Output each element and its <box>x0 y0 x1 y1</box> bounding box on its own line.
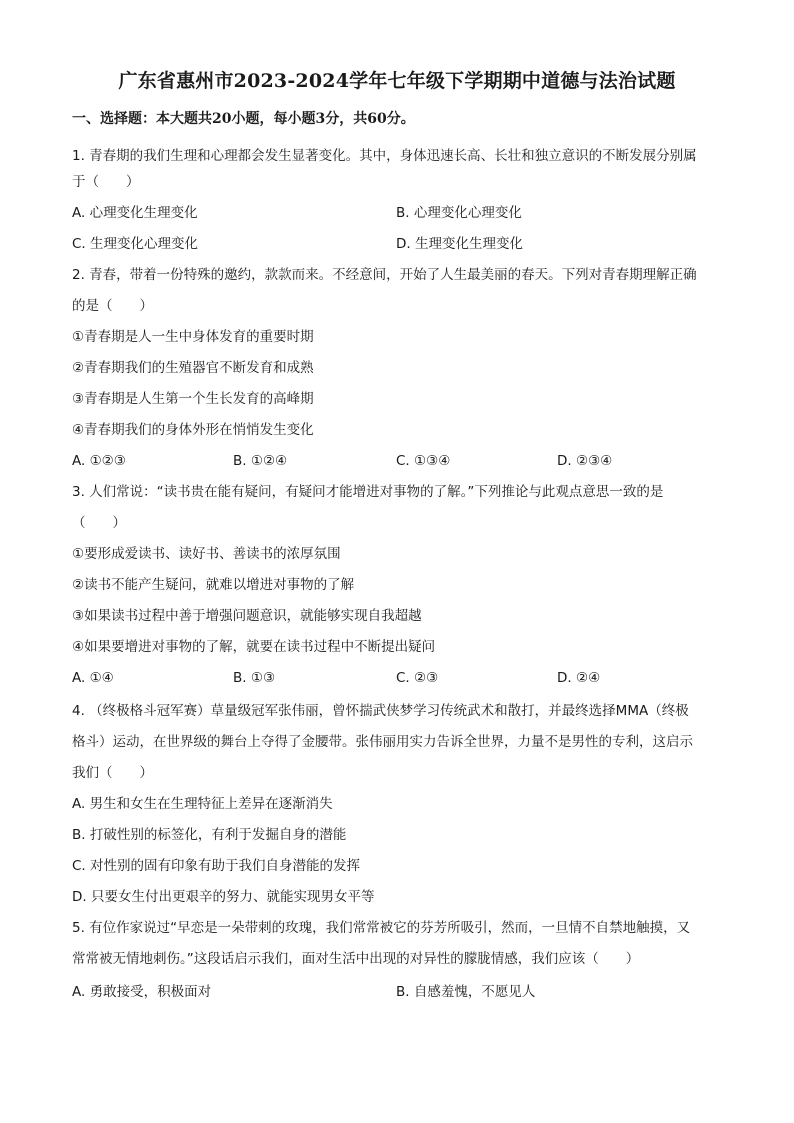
q3-option-a: A. ①④ <box>72 670 114 686</box>
q2-statement-2: ②青春期我们的生殖器官不断发育和成熟 <box>72 360 314 376</box>
q3-statement-3: ③如果读书过程中善于增强问题意识，就能够实现自我超越 <box>72 608 422 624</box>
q4-option-b: B. 打破性别的标签化，有利于发掘自身的潜能 <box>72 827 347 843</box>
q1-option-d: D. 生理变化生理变化 <box>396 236 523 252</box>
q5-stem-line1: 5. 有位作家说过“早恋是一朵带刺的玫瑰，我们常常被它的芬芳所吸引，然而，一旦情不自禁地触摸，又 <box>72 920 691 936</box>
q1-option-b: B. 心理变化心理变化 <box>396 205 522 221</box>
q4-stem-line2: 格斗）运动，在世界级的舞台上夺得了金腰带。张伟丽用实力告诉全世界，力量不是男性的专利，这启示 <box>72 734 693 750</box>
q1-stem-line2: 于（ ） <box>72 174 140 190</box>
section-heading: 一、选择题：本大题共20小题，每小题3分，共60分。 <box>72 111 415 127</box>
q1-option-a: A. 心理变化生理变化 <box>72 205 198 221</box>
q2-statement-3: ③青春期是人生第一个生长发育的高峰期 <box>72 391 314 407</box>
q1-option-c: C. 生理变化心理变化 <box>72 236 199 252</box>
q2-stem-line1: 2. 青春，带着一份特殊的邀约，款款而来。不经意间，开始了人生最美丽的春天。下列对青春期理解正确 <box>72 267 697 283</box>
q2-stem-line2: 的是（ ） <box>72 298 153 314</box>
q2-statement-4: ④青春期我们的身体外形在悄悄发生变化 <box>72 422 314 438</box>
q3-statement-2: ②读书不能产生疑问，就难以增进对事物的了解 <box>72 577 355 593</box>
q2-statement-1: ①青春期是人一生中身体发育的重要时期 <box>72 329 314 345</box>
q2-option-a: A. ①②③ <box>72 453 126 469</box>
q2-option-d: D. ②③④ <box>557 453 613 469</box>
page-title: 广东省惠州市2023-2024学年七年级下学期期中道德与法治试题 <box>118 70 676 92</box>
q5-option-a: A. 勇敢接受，积极面对 <box>72 984 212 1000</box>
q4-option-c: C. 对性别的固有印象有助于我们自身潜能的发挥 <box>72 858 361 874</box>
q3-statement-1: ①要形成爱读书、读好书、善读书的浓厚氛围 <box>72 546 341 562</box>
q3-option-b: B. ①③ <box>233 670 276 686</box>
q1-stem-line1: 1. 青春期的我们生理和心理都会发生显著变化。其中，身体迅速长高、长壮和独立意识的不断发展分别属 <box>72 148 697 164</box>
q3-stem-line1: 3. 人们常说：“读书贵在能有疑问，有疑问才能增进对事物的了解。”下列推论与此观点意思一致的是 <box>72 484 664 500</box>
q5-option-b: B. 自感羞愧，不愿见人 <box>396 984 536 1000</box>
q2-option-b: B. ①②④ <box>233 453 288 469</box>
q3-statement-4: ④如果要增进对事物的了解，就要在读书过程中不断提出疑问 <box>72 639 436 655</box>
q4-option-d: D. 只要女生付出更艰辛的努力、就能实现男女平等 <box>72 889 375 905</box>
q5-stem-line2: 常常被无情地刺伤。”这段话启示我们，面对生活中出现的对异性的朦胧情感，我们应该（ ） <box>72 951 640 967</box>
q3-option-c: C. ②③ <box>396 670 439 686</box>
q3-stem-line2: （ ） <box>72 515 126 531</box>
q4-option-a: A. 男生和女生在生理特征上差异在逐渐消失 <box>72 796 333 812</box>
q4-stem-line3: 我们（ ） <box>72 765 153 781</box>
q4-stem-line1: 4. （终极格斗冠军赛）草量级冠军张伟丽，曾怀揣武侠梦学习传统武术和散打，并最终选择MMA（终极 <box>72 703 689 719</box>
q2-option-c: C. ①③④ <box>396 453 451 469</box>
q3-option-d: D. ②④ <box>557 670 601 686</box>
